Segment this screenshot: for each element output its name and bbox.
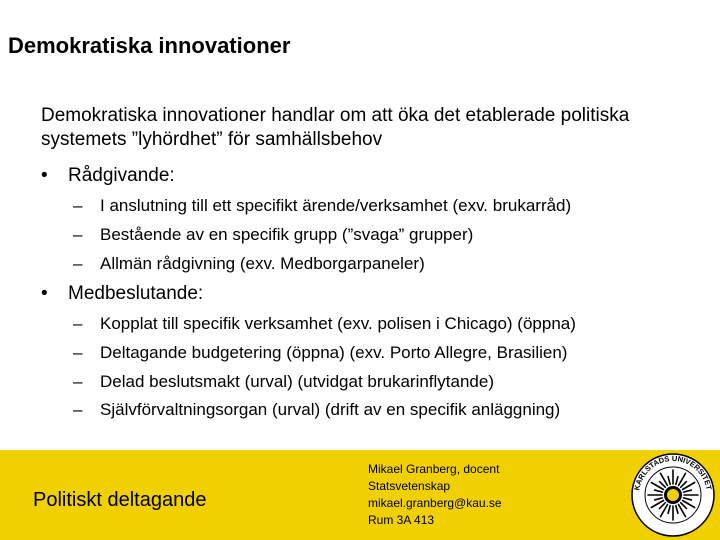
dash-marker: – xyxy=(73,254,83,273)
section-radgivande xyxy=(41,164,175,188)
footer-title: Politiskt deltagande xyxy=(33,489,207,511)
logo-text: KARLSTADS UNIVERSITET xyxy=(632,453,714,492)
list-item-text: Självförvaltningsorgan (urval) (drift av en specifik anläggning) xyxy=(100,400,561,419)
list-item xyxy=(73,314,576,334)
list-item-text: Delad beslutsmakt (urval) (utvidgat brukarinflytande) xyxy=(100,372,495,391)
list-item-text: Kopplat till specifik verksamhet (exv. polisen i Chicago) (öppna) xyxy=(100,314,576,333)
list-item xyxy=(73,254,425,274)
dash-marker: – xyxy=(73,196,83,215)
slide-intro: Demokratiska innovationer handlar om att öka det etablerade politiska systemets ”lyhördhet” för samhällsbehov xyxy=(41,105,630,150)
slide-title: Demokratiska innovationer xyxy=(8,33,291,58)
list-item xyxy=(73,225,474,245)
dash-marker: – xyxy=(73,225,83,244)
list-item-text: Deltagande budgetering (öppna) (exv. Porto Allegre, Brasilien) xyxy=(100,343,568,362)
list-item xyxy=(73,400,561,420)
list-item xyxy=(73,343,568,363)
contact-department: Statsvetenskap xyxy=(368,479,451,493)
bullet-dot: • xyxy=(41,165,48,186)
contact-info xyxy=(368,461,502,529)
contact-name: Mikael Granberg, docent xyxy=(368,462,500,476)
sun-seal-icon xyxy=(630,452,716,538)
list-item-text: Bestående av en specifik grupp (”svaga” grupper) xyxy=(100,225,474,244)
list-item xyxy=(73,196,572,216)
list-item-text: I anslutning till ett specifikt ärende/verksamhet (exv. brukarråd) xyxy=(100,196,572,215)
list-item-text: Allmän rådgivning (exv. Medborgarpaneler) xyxy=(100,254,425,273)
footer-bar xyxy=(0,450,720,540)
dash-marker: – xyxy=(73,372,83,391)
dash-marker: – xyxy=(73,343,83,362)
dash-marker: – xyxy=(73,314,83,333)
dash-marker: – xyxy=(73,400,83,419)
section-medbeslutande xyxy=(41,282,203,306)
list-item xyxy=(73,372,495,392)
section-label: Rådgivande: xyxy=(68,165,175,186)
contact-room: Rum 3A 413 xyxy=(368,513,435,527)
section-label: Medbeslutande: xyxy=(68,283,204,304)
contact-email: mikael.granberg@kau.se xyxy=(368,496,502,510)
bullet-dot: • xyxy=(41,283,48,304)
